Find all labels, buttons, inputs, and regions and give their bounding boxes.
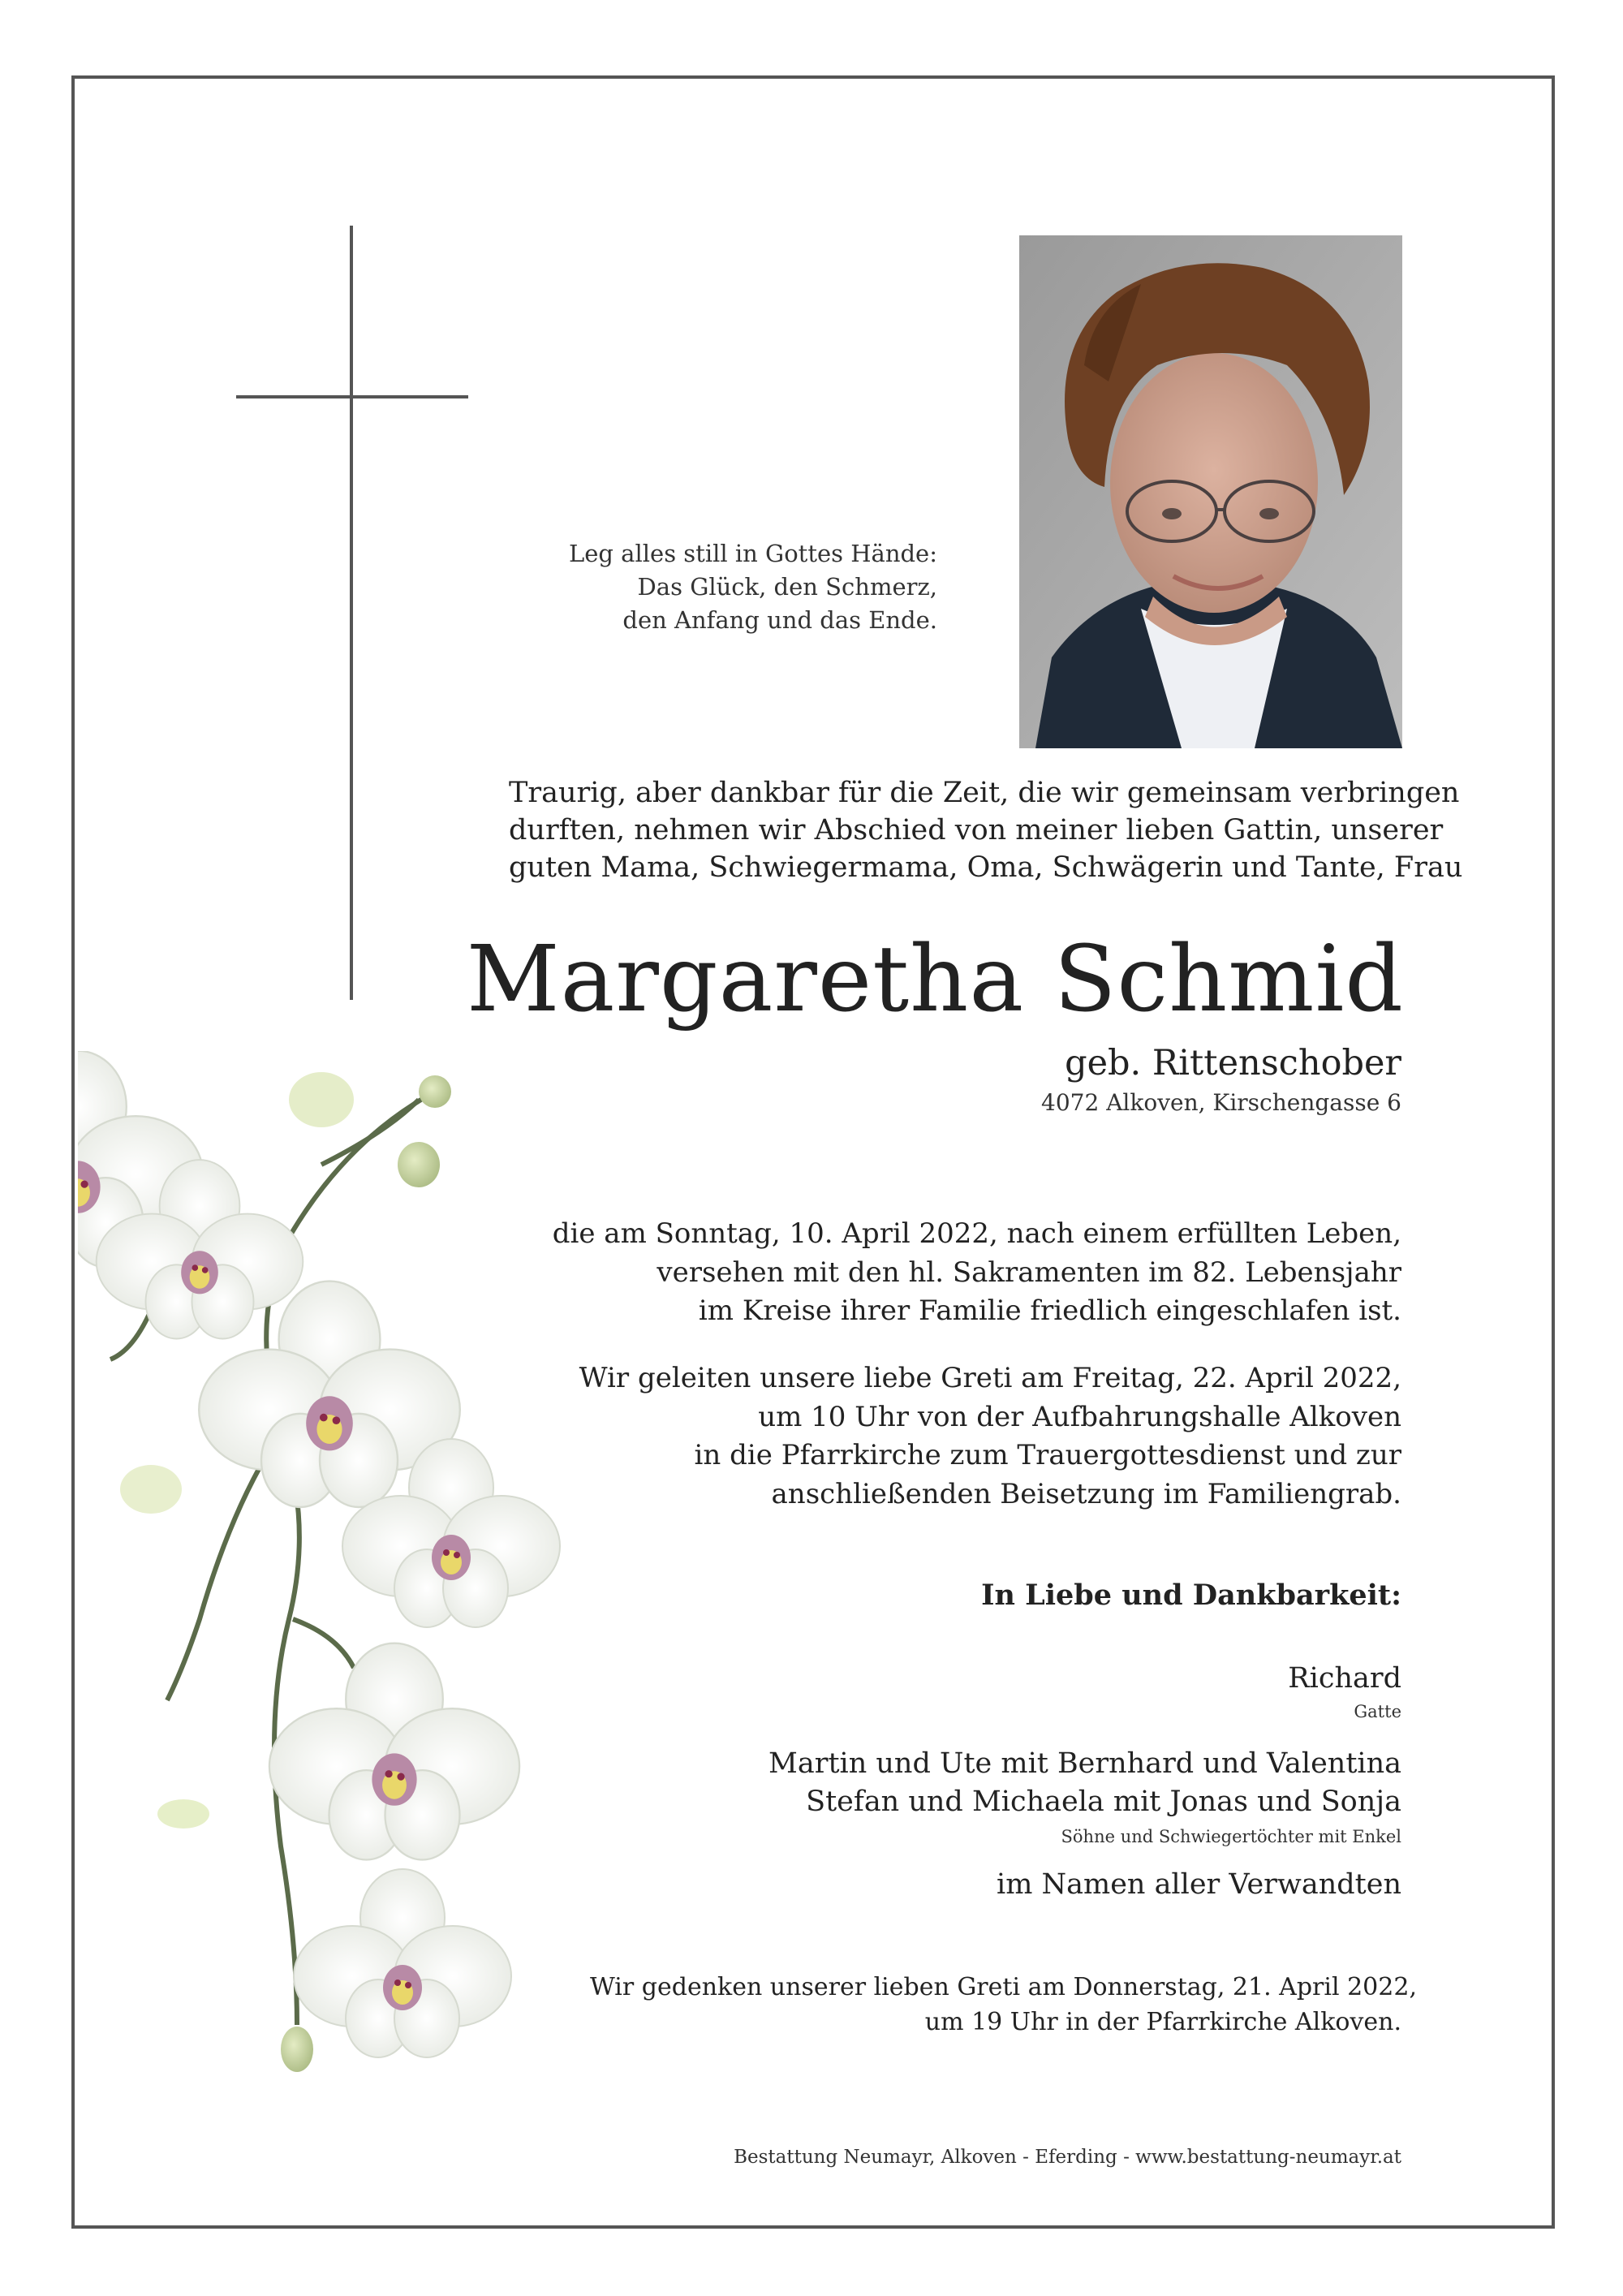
death-notice-line: im Kreise ihrer Familie friedlich eingeschlafen ist.: [698, 1294, 1401, 1328]
intro-text: [509, 774, 1463, 887]
portrait-photo: [1019, 235, 1402, 748]
funeral-line: in die Pfarrkirche zum Trauergottesdienst und zur: [694, 1439, 1401, 1472]
maiden-name: geb. Rittenschober: [1065, 1043, 1401, 1083]
intro-line: guten Mama, Schwiegermama, Oma, Schwägerin und Tante, Frau: [509, 851, 1463, 885]
address: 4072 Alkoven, Kirschengasse 6: [1041, 1089, 1401, 1116]
funeral-line: um 10 Uhr von der Aufbahrungshalle Alkoven: [758, 1400, 1401, 1433]
orchid-decoration: [78, 1051, 565, 2090]
deceased-name: Margaretha Schmid: [466, 927, 1404, 1032]
footer-funeral-home: Bestattung Neumayr, Alkoven - Eferding - www.bestattung-neumayr.at: [734, 2147, 1401, 2168]
children-role: Söhne und Schwiegertöchter mit Enkel: [1061, 1827, 1401, 1846]
cross-vertical-bar: [350, 226, 353, 1000]
death-notice-line: die am Sonntag, 10. April 2022, nach einem erfüllten Leben,: [552, 1217, 1401, 1250]
verse-line: Leg alles still in Gottes Hände:: [568, 540, 937, 567]
memorial-notice: [590, 1971, 1417, 2040]
funeral-line: Wir geleiten unsere liebe Greti am Freitag, 22. April 2022,: [579, 1362, 1401, 1394]
verse-line: Das Glück, den Schmerz,: [637, 573, 937, 601]
death-notice-line: versehen mit den hl. Sakramenten im 82. Lebensjahr: [657, 1256, 1401, 1289]
memorial-line: Wir gedenken unserer lieben Greti am Donnerstag, 21. April 2022,: [590, 1973, 1417, 2001]
relatives-line: im Namen aller Verwandten: [997, 1868, 1401, 1901]
verse: [450, 537, 937, 638]
spouse-name: Richard: [1288, 1662, 1401, 1695]
memorial-line: um 19 Uhr in der Pfarrkirche Alkoven.: [924, 2007, 1401, 2036]
death-notice: [509, 1215, 1401, 1331]
intro-line: Traurig, aber dankbar für die Zeit, die wir gemeinsam verbringen: [509, 777, 1460, 809]
verse-line: den Anfang und das Ende.: [622, 606, 937, 635]
children-line-1: Martin und Ute mit Bernhard und Valentina: [768, 1747, 1401, 1780]
spouse-role: Gatte: [1354, 1702, 1401, 1721]
cross-horizontal-bar: [236, 395, 468, 398]
funeral-line: anschließenden Beisetzung im Familiengrab.: [771, 1477, 1401, 1510]
children-line-2: Stefan und Michaela mit Jonas und Sonja: [806, 1786, 1401, 1818]
family-heading: In Liebe und Dankbarkeit:: [981, 1579, 1401, 1612]
funeral-details: [509, 1359, 1401, 1514]
intro-line: durften, nehmen wir Abschied von meiner lieben Gattin, unserer: [509, 814, 1444, 847]
